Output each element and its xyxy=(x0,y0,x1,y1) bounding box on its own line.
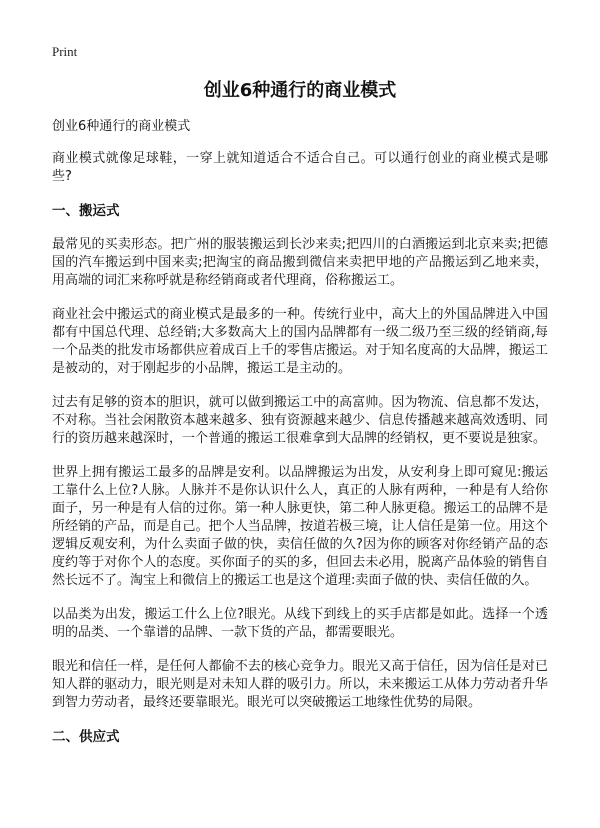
section-heading: 二、供应式 xyxy=(52,729,120,745)
section-paragraph: 以品类为出发，搬运工什么上位?眼光。从线下到线上的买手店都是如此。选择一个透明的品类、一个靠谱的品牌、一款下货的产品，都需要眼光。 xyxy=(52,607,548,640)
section-heading: 一、搬运式 xyxy=(52,203,120,219)
section-paragraph: 世界上拥有搬运工最多的品牌是安利。以品牌搬运为出发，从安利身上即可窥见:搬运工靠什么上位?人脉。人脉并不是你认识什么人，真正的人脉有两种，一种是有人给你面子，另一种是有人信的过你。第一种人脉更快，第二种人脉更稳。搬运工的品牌不是所经销的产品，而是自己。把个人当品牌，按道若极三境，让人信任是第一位。用这个逻辑反观安利，为什么卖面子做的快，卖信任做的久?因为你的顾客对你经销产品的态度约等于对你个人的态度。买你面子的买的多，但回去未必用，脱离产品体验的销售自然长远不了。淘宝上和微信上的搬运工也是这个道理:卖面子做的快、卖信任做的久。 xyxy=(52,465,548,588)
section-2 xyxy=(52,728,548,746)
print-label[interactable]: Print xyxy=(52,44,78,59)
section-paragraph: 商业社会中搬运式的商业模式是最多的一种。传统行业中，高大上的外国品牌进入中国都有中国总代理、总经销;大多数高大上的国内品牌都有一级二级乃至三级的经销商,每一个品类的批发市场都供应着成百上千的零售店搬运。对于知名度高的大品牌，搬运工是被动的，对于刚起步的小品牌，搬运工是主动的。 xyxy=(52,307,548,376)
section-paragraph: 眼光和信任一样，是任何人都偷不去的核心竞争力。眼光又高于信任，因为信任是对已知人群的驱动力，眼光则是对未知人群的吸引力。所以，未来搬运工从体力劳动者升华到智力劳动者，最终还要靠眼光。眼光可以突破搬运工地缘性优势的局限。 xyxy=(52,659,548,710)
document-subtitle: 创业6种通行的商业模式 xyxy=(52,119,191,134)
intro-paragraph: 商业模式就像足球鞋，一穿上就知道适合不适合自己。可以通行创业的商业模式是哪些? xyxy=(52,151,548,184)
section-1 xyxy=(52,202,548,712)
document-title: 创业6种通行的商业模式 xyxy=(203,80,397,101)
section-paragraph: 过去有足够的资本的胆识，就可以做到搬运工中的高富帅。因为物流、信息都不发达，不对称。当社会闲散资本越来越多、独有资源越来越少、信息传播越来越高效透明、同行的资历越来越深时，一个普通的搬运工很难拿到大品牌的经销权，更不要说是独家。 xyxy=(52,395,548,446)
section-paragraph: 最常见的买卖形态。把广州的服装搬运到长沙来卖;把四川的白酒搬运到北京来卖;把德国的汽车搬运到中国来卖;把淘宝的商品搬到微信来卖把甲地的产品搬运到乙地来卖，用高端的词汇来称呼就是称经销商或者代理商，俗称搬运工。 xyxy=(52,237,548,288)
